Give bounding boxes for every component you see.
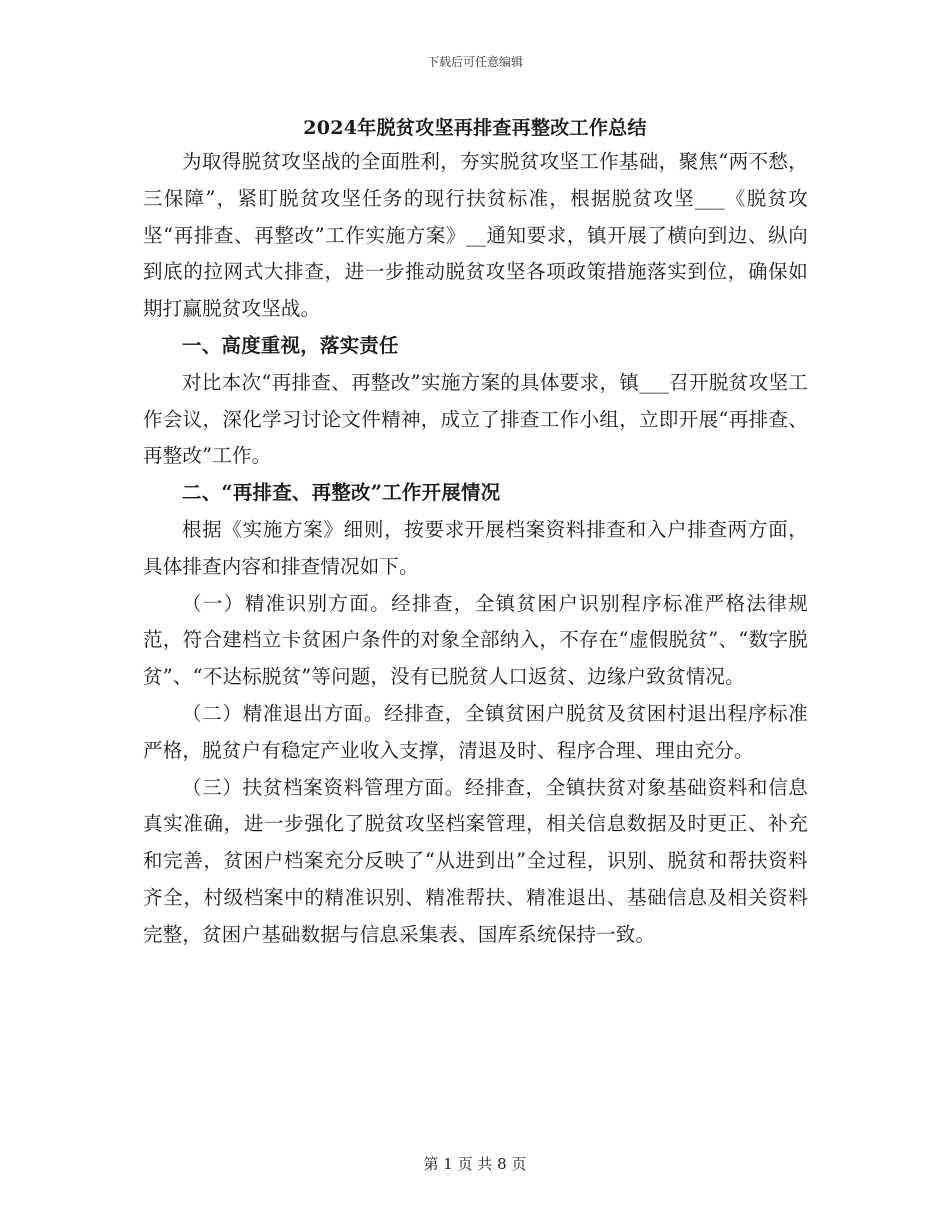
section-heading-1: 一、高度重视，落实责任 (182, 333, 399, 357)
section-1-paragraph: 对比本次“再排查、再整改”实施方案的具体要求，镇___召开脱贫攻坚工作会议，深化学习讨论文件精神，成立了排查工作小组，立即开展“再排查、再整改”工作。 (143, 370, 808, 468)
header-note: 下载后可任意编辑 (426, 55, 523, 69)
document-body (143, 144, 808, 954)
subsection-3-paragraph: （三）扶贫档案资料管理方面。经排查，全镇扶贫对象基础资料和信息真实准确，进一步强化了脱贫攻坚档案管理，相关信息数据及时更正、补充和完善，贫困户档案充分反映了“从进到出”全过程，识别、脱贫和帮扶资料齐全，村级档案中的精准识别、精准帮扶、精准退出、基础信息及相关资料完整，贫困户基础数据与信息采集表、国库系统保持一致。 (143, 775, 808, 946)
section-2-intro-paragraph: 根据《实施方案》细则，按要求开展档案资料排查和入户排查两方面，具体排查内容和排查情况如下。 (143, 517, 808, 578)
page-number: 第 1 页 共 8 页 (423, 1155, 527, 1173)
subsection-2-paragraph: （二）精准退出方面。经排查，全镇贫困户脱贫及贫困村退出程序标准严格，脱贫户有稳定产业收入支撑，清退及时、程序合理、理由充分。 (143, 701, 808, 762)
document-title: 2024年脱贫攻坚再排查再整改工作总结 (303, 117, 647, 139)
subsection-1-paragraph: （一）精准识别方面。经排查，全镇贫困户识别程序标准严格法律规范，符合建档立卡贫困户条件的对象全部纳入，不存在“虚假脱贫”、“数字脱贫”、“不达标脱贫”等问题，没有已脱贫人口返贫、边缘户致贫情况。 (143, 591, 808, 689)
section-heading-2: 二、“再排查、再整改”工作开展情况 (182, 481, 501, 505)
intro-paragraph: 为取得脱贫攻坚战的全面胜利，夯实脱贫攻坚工作基础，聚焦“两不愁，三保障”，紧盯脱贫攻坚任务的现行扶贫标准，根据脱贫攻坚___《脱贫攻坚“再排查、再整改”工作实施方案》__通知要求，镇开展了横向到边、纵向到底的拉网式大排查，进一步推动脱贫攻坚各项政策措施落实到位，确保如期打赢脱贫攻坚战。 (143, 150, 808, 321)
